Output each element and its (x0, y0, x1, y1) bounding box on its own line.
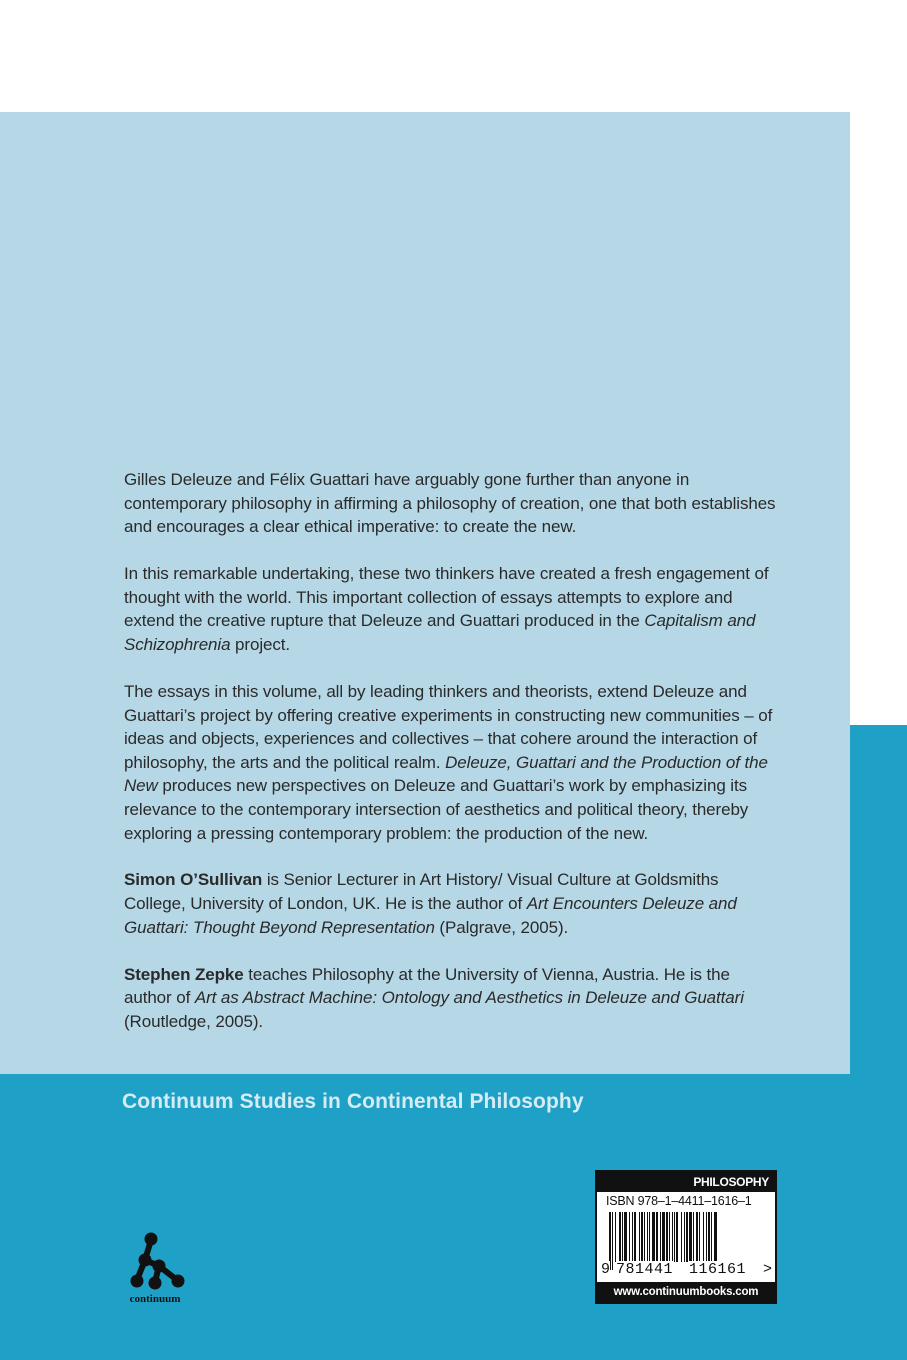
author-1-bio-text-a: is Senior Lecturer in Art History/ Visual Culture at Goldsmiths College, University of London, UK. He is the author of (124, 870, 719, 914)
blurb-p2-book-title: Capitalism and Schizophrenia (124, 611, 756, 654)
barcode-bar (612, 1212, 613, 1270)
barcode-digit-first: 9 (601, 1261, 611, 1278)
barcode-digit-group-2: 116161 (689, 1261, 747, 1278)
continuum-logo-icon (115, 1230, 195, 1294)
barcode-bar (632, 1212, 633, 1262)
author-1-bio-text-b: (Palgrave, 2005). (434, 917, 569, 937)
barcode-bar (624, 1212, 627, 1262)
barcode-bar (649, 1212, 650, 1262)
barcode-bar (660, 1212, 661, 1262)
barcode-bar (693, 1212, 694, 1262)
blurb-p3-text-b: produces new perspectives on Deleuze and Guattari’s work by emphasizing its relevance to the contemporary intersection of aesthetics and political theory, thereby exploring a pressing contemporary problem: the production of the new. (124, 776, 749, 843)
barcode-bar (689, 1212, 692, 1262)
barcode-bar (619, 1212, 621, 1262)
barcode-bar (684, 1212, 685, 1262)
blurb-paragraph-2 (124, 562, 780, 656)
barcode-bar (676, 1212, 678, 1262)
publisher-logo (115, 1230, 195, 1310)
barcode-bar (703, 1212, 704, 1262)
blurb-p1-text: Gilles Deleuze and Félix Guattari have arguably gone further than anyone in contemporary philosophy in affirming a philosophy of creation, one that both establishes and encourages a clear ethical imperative: to create the new. (124, 470, 776, 537)
author-1-book-title: Art Encounters Deleuze and Guattari: Thought Beyond Representation (124, 894, 737, 937)
blurb-p3-book-title: Deleuze, Guattari and the Production of the New (124, 752, 768, 796)
isbn-barcode-box (595, 1170, 777, 1304)
barcode-bar (652, 1212, 655, 1262)
barcode-bar (656, 1212, 658, 1262)
blurb-paragraph-1 (124, 468, 780, 539)
isbn-number: ISBN 978–1–4411–1616–1 (606, 1194, 752, 1208)
series-title: Continuum Studies in Continental Philosophy (122, 1090, 584, 1113)
barcode-bar (644, 1212, 645, 1262)
blurb-p2-text-a: In this remarkable undertaking, these two thinkers have created a fresh engagement of thought with the world. This important collection of essays attempts to explore and extend the creative rupture that Deleuze and Guattari produced in the (124, 564, 769, 631)
barcode-digit-group-1: 781441 (616, 1261, 674, 1278)
author-2-book-title: Art as Abstract Machine: Ontology and Aesthetics in Deleuze and Guattari (194, 988, 744, 1008)
barcode-bar (674, 1212, 675, 1262)
barcode-bar (681, 1212, 682, 1262)
barcode-bar (672, 1212, 673, 1262)
barcode-bar (629, 1212, 630, 1262)
publisher-wordmark: continuum (129, 1293, 181, 1305)
author-bio-1 (124, 868, 780, 939)
blurb-p2-text-b: project. (230, 634, 291, 654)
barcode-bar (641, 1212, 643, 1262)
publisher-url: www.continuumbooks.com (597, 1282, 775, 1302)
barcode-bar (669, 1212, 670, 1262)
barcode-bar (686, 1212, 688, 1262)
barcode-bar (634, 1212, 636, 1262)
barcode-bar (647, 1212, 648, 1262)
blurb-p3-text-a: The essays in this volume, all by leading thinkers and theorists, extend Deleuze and Guattari’s project by offering creative experiments in constructing new communities – of ideas and objects, experiences and collectives – that cohere around the interaction of philosophy, the arts and the political realm. (124, 681, 773, 772)
barcode-bar (708, 1212, 710, 1262)
barcode-category-label: PHILOSOPHY (597, 1172, 775, 1192)
author-2-bio-text-b: (Routledge, 2005). (124, 1011, 264, 1031)
barcode-bar (622, 1212, 623, 1262)
barcode-bar (706, 1212, 707, 1262)
author-2-name: Stephen Zepke (124, 964, 244, 984)
barcode-bar (615, 1212, 616, 1262)
back-cover-blurb (124, 468, 780, 1057)
barcode-end-marker: > (763, 1261, 773, 1278)
blurb-paragraph-3 (124, 680, 780, 845)
barcode-bar (639, 1212, 640, 1262)
barcode-bar (699, 1212, 700, 1262)
barcode-bar (696, 1212, 698, 1262)
author-bio-2 (124, 963, 780, 1034)
author-1-name: Simon O’Sullivan (124, 870, 263, 890)
author-2-bio-text-a: teaches Philosophy at the University of Vienna, Austria. He is the author of (124, 964, 730, 1008)
